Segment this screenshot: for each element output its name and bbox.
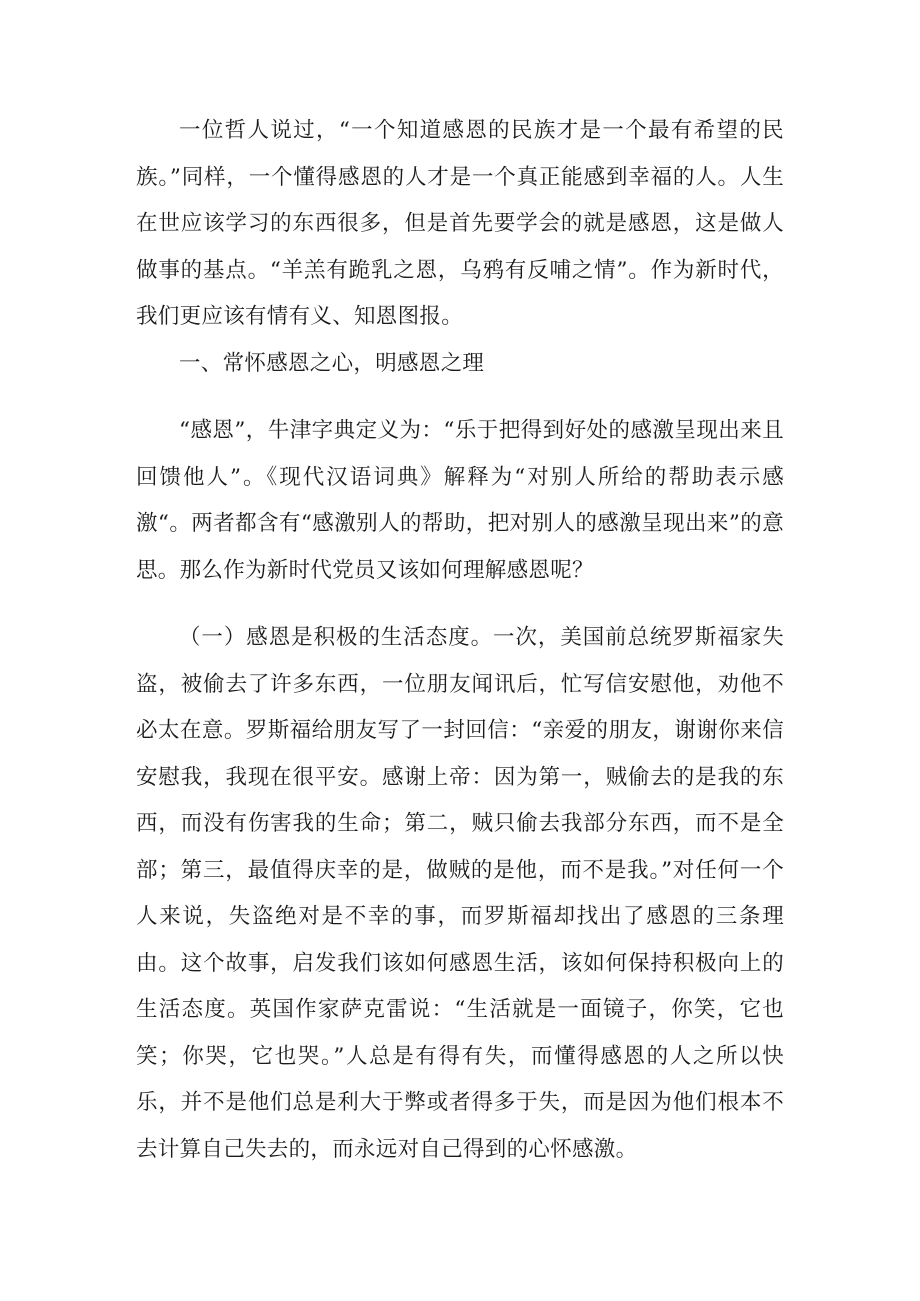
- definition-paragraph: “感恩”，牛津字典定义为：“乐于把得到好处的感激呈现出来且回馈他人”。《现代汉语词典》解释为“对别人所给的帮助表示感激“。两者都含有“感激别人的帮助，把对别人的感激呈现出来”的意思。那么作为新时代党员又该如何理解感恩呢？: [136, 418, 784, 583]
- section-heading: 一、常怀感恩之心，明感恩之理: [179, 350, 485, 376]
- document-body: [136, 108, 784, 1173]
- point-one-paragraph: （一）感恩是积极的生活态度。一次，美国前总统罗斯福家失盗，被偷去了许多东西，一位朋友闻讯后，忙写信安慰他，劝他不必太在意。罗斯福给朋友写了一封回信：“亲爱的朋友，谢谢你来信安慰我，我现在很平安。感谢上帝：因为第一，贼偷去的是我的东西，而没有伤害我的生命；第二，贼只偷去我部分东西，而不是全部；第三，最值得庆幸的是，做贼的是他，而不是我。”对任何一个人来说，失盗绝对是不幸的事，而罗斯福却找出了感恩的三条理由。这个故事，启发我们该如何感恩生活，该如何保持积极向上的生活态度。英国作家萨克雷说：“生活就是一面镜子，你笑，它也笑；你哭，它也哭。”人总是有得有失，而懂得感恩的人之所以快乐，并不是他们总是利大于弊或者得多于失，而是因为他们根本不去计算自己失去的，而永远对自己得到的心怀感激。: [136, 625, 784, 1162]
- intro-paragraph: 一位哲人说过，“一个知道感恩的民族才是一个最有希望的民族。”同样，一个懂得感恩的人才是一个真正能感到幸福的人。人生在世应该学习的东西很多，但是首先要学会的就是感恩，这是做人做事的基点。“羊羔有跪乳之恩，乌鸦有反哺之情”。作为新时代，我们更应该有情有义、知恩图报。: [136, 118, 784, 329]
